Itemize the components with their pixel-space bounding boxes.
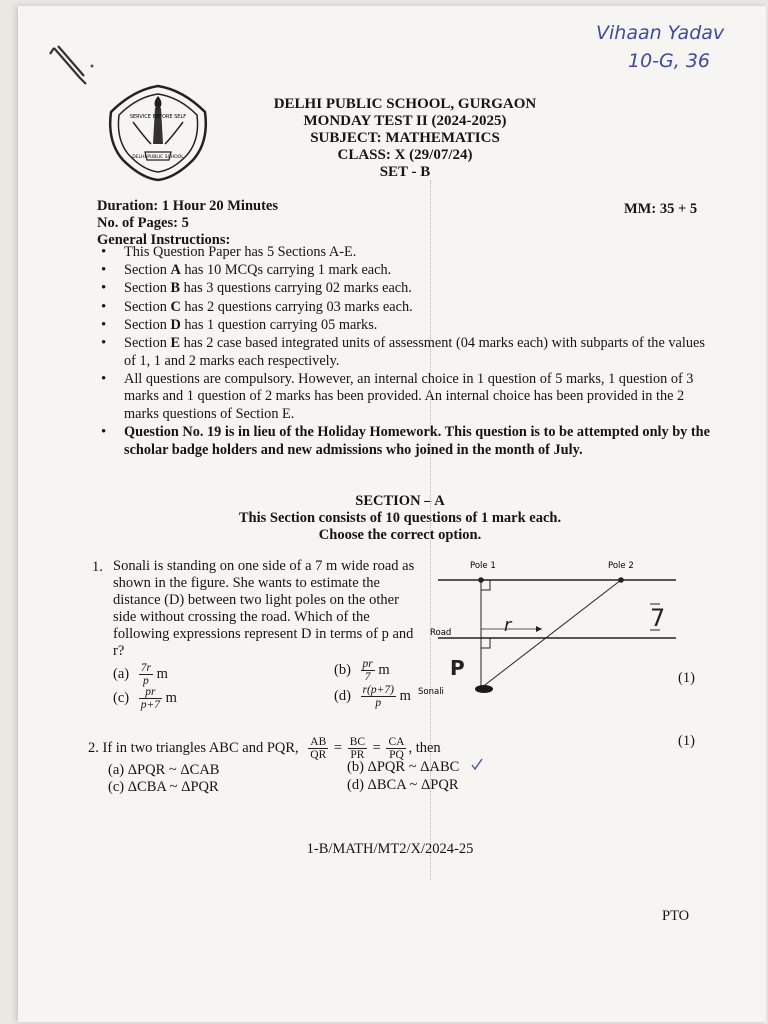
- sonali-label: Sonali: [418, 687, 444, 697]
- q2-marks: (1): [678, 733, 695, 749]
- q1-option-a: (a) $\frac{7r}{p}$ m: [113, 662, 168, 687]
- q2-option-b: (b) ΔPQR ~ ΔABC: [347, 759, 460, 775]
- instruction-item: • Question No. 19 is in lieu of the Holiday Homework. This question is to be attempted only by the scholar badge holders and new admissions who joined in the month of July.: [100, 424, 710, 459]
- pole2-label: Pole 2: [608, 561, 634, 571]
- instruction-item: • Section E has 2 case based integrated units of assessment (04 marks each) with subparts of the values of 1, 1 and 2 marks each respectively.: [100, 335, 710, 370]
- handwritten-class-roll: 10-G, 36: [628, 50, 711, 72]
- instructions-list: [100, 244, 710, 460]
- instruction-item: • Section D has 1 question carrying 05 marks.: [100, 317, 710, 335]
- logo-bottom-text: DELHI PUBLIC SCHOOL: [132, 155, 184, 160]
- pencil-doodle-icon: [40, 40, 110, 90]
- logo-top-text: SERVICE BEFORE SELF: [129, 114, 187, 120]
- instruction-item: • Section A has 10 MCQs carrying 1 mark each.: [100, 262, 710, 280]
- set-label: SET - B: [379, 164, 431, 180]
- section-line2: Choose the correct option.: [318, 527, 482, 543]
- instructions-title: General Instructions:: [97, 232, 231, 248]
- q1-option-b: (b) $\frac{pr}{7}$ m: [334, 658, 390, 683]
- subject: SUBJECT: MATHEMATICS: [310, 130, 500, 146]
- class-date: CLASS: X (29/07/24): [337, 147, 473, 163]
- q1-option-d: (d) $\frac{r(p+7)}{p}$ m: [334, 684, 411, 709]
- school-logo: [103, 82, 213, 184]
- q1-number: 1.: [92, 559, 103, 575]
- handwritten-7: 7: [650, 604, 666, 632]
- duration: Duration: 1 Hour 20 Minutes: [97, 198, 278, 214]
- school-name: DELHI PUBLIC SCHOOL, GURGAON: [273, 96, 537, 112]
- q1-road-figure: [418, 556, 686, 702]
- q2-option-a: (a) ΔPQR ~ ΔCAB: [108, 762, 220, 778]
- handwritten-name: Vihaan Yadav: [596, 22, 725, 44]
- test-name: MONDAY TEST II (2024-2025): [303, 113, 507, 129]
- paper-code: 1-B/MATH/MT2/X/2024-25: [306, 841, 474, 857]
- instruction-item: • All questions are compulsory. However, an internal choice in 1 question of 5 marks, 1 question of 3 marks and 1 question of 2 marks has been provided. An internal choice has been provided in the 2 marks questions of Section E.: [100, 371, 710, 424]
- section-line1: This Section consists of 10 questions of 1 mark each.: [238, 510, 562, 526]
- handwritten-r: r: [504, 615, 512, 636]
- pole1-label: Pole 1: [470, 561, 496, 571]
- q2-option-d: (d) ΔBCA ~ ΔPQR: [347, 777, 459, 793]
- max-marks: MM: 35 + 5: [624, 201, 698, 217]
- pages-count: No. of Pages: 5: [97, 215, 189, 231]
- tick-mark-icon: [470, 757, 484, 771]
- section-title: SECTION – A: [355, 493, 445, 509]
- handwritten-p: P: [450, 656, 465, 680]
- q2-text: 2. If in two triangles ABC and PQR, $\frac{AB}{QR}$ = $\frac{BC}{PR}$ = $\frac{CA}{PQ}$ , then: [88, 736, 441, 761]
- instruction-item: • Section B has 3 questions carrying 02 marks each.: [100, 280, 710, 298]
- q1-option-c: (c) $\frac{pr}{p+7}$ m: [113, 686, 177, 711]
- q2-option-c: (c) ΔCBA ~ ΔPQR: [108, 779, 219, 795]
- instruction-item: • Section C has 2 questions carrying 03 marks each.: [100, 299, 710, 317]
- pto-label: PTO: [662, 908, 690, 924]
- q1-text: Sonali is standing on one side of a 7 m wide road as shown in the figure. She wants to estimate the distance (D) between two light poles on the other side without crossing the road. Which of the following expressions represent D in terms of p and r?: [113, 558, 415, 659]
- road-label: Road: [430, 628, 452, 638]
- instruction-item: • This Question Paper has 5 Sections A-E.: [100, 244, 710, 262]
- q1-marks: (1): [678, 670, 695, 686]
